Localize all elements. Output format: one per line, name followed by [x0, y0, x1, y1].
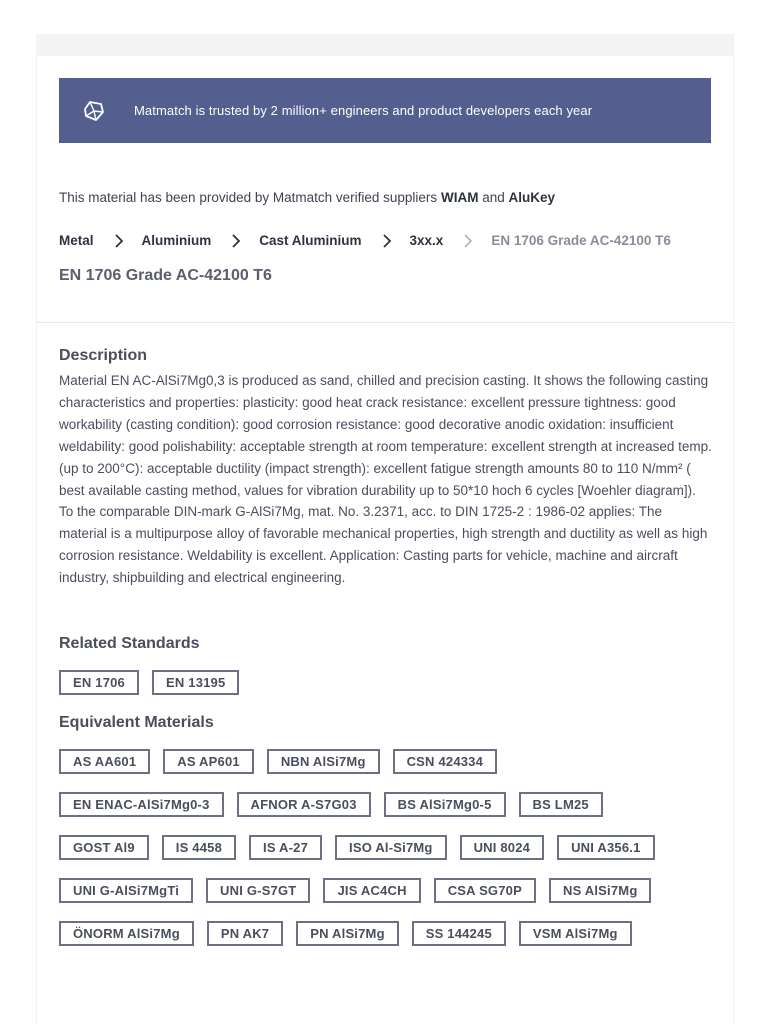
material-tag[interactable]: UNI G-AlSi7MgTi — [59, 878, 193, 903]
top-bar — [36, 34, 734, 56]
tag-row — [59, 749, 719, 774]
material-tag[interactable]: BS LM25 — [519, 792, 603, 817]
equivalent-materials-heading: Equivalent Materials — [59, 714, 214, 731]
material-tag[interactable]: PN AlSi7Mg — [296, 921, 398, 946]
banner-text: Matmatch is trusted by 2 million+ engineers and product developers each year — [134, 103, 593, 118]
material-tag[interactable]: BS AlSi7Mg0-5 — [384, 792, 506, 817]
supplier-and: and — [482, 190, 505, 205]
material-tag[interactable]: IS A-27 — [249, 835, 322, 860]
tag-row — [59, 878, 719, 903]
chevron-right-icon — [463, 234, 473, 248]
matmatch-logo-icon — [83, 100, 105, 122]
description-heading: Description — [59, 347, 148, 364]
material-tag[interactable]: AS AA601 — [59, 749, 150, 774]
material-tag[interactable]: ISO Al-Si7Mg — [335, 835, 447, 860]
supplier-info — [59, 190, 555, 205]
material-tag[interactable]: VSM AlSi7Mg — [519, 921, 632, 946]
material-tag[interactable]: NBN AlSi7Mg — [267, 749, 380, 774]
tag-row — [59, 792, 719, 817]
material-tag[interactable]: EN ENAC-AlSi7Mg0-3 — [59, 792, 224, 817]
breadcrumb — [59, 233, 671, 248]
related-standards-list — [59, 670, 719, 713]
tag-row — [59, 835, 719, 860]
material-tag[interactable]: CSN 424334 — [393, 749, 497, 774]
description-text: Material EN AC-AlSi7Mg0,3 is produced as sand, chilled and precision casting. It shows the following casting characteristics and properties: plasticity: good heat crack resistance: excellent pressure tightness: good workability (casting condition): good corrosion resistance: good decorative anodic oxidation: insufficient weldability: good polishability: acceptable strength at room temperature: excellent strength at increased temp. (up to 200°C): acceptable ductility (impact strength): excellent fatigue strength amounts 80 to 110 N/mm² ( best available casting method, values for vibration durability up to 50*10 hoch 6 cycles [Woehler diagram]). To the comparable DIN-mark G-AlSi7Mg, mat. No. 3.2371, acc. to DIN 1725-2 : 1986-02 applies: The material is a multipurpose alloy of favorable mechanical properties, high strength and ductility as well as high corrosion resistance. Weldability is excellent. Application: Casting parts for vehicle, machine and aircraft industry, shipbuilding and electrical engineering. — [59, 373, 712, 586]
material-tag[interactable]: AS AP601 — [163, 749, 254, 774]
supplier-link-alukey[interactable]: AluKey — [508, 190, 556, 205]
supplier-link-wiam[interactable]: WIAM — [440, 190, 479, 205]
related-standards-heading: Related Standards — [59, 635, 200, 652]
breadcrumb-metal[interactable]: Metal — [59, 233, 94, 248]
chevron-right-icon — [114, 234, 124, 248]
breadcrumb-cast-aluminium[interactable]: Cast Aluminium — [259, 233, 362, 248]
breadcrumb-current: EN 1706 Grade AC-42100 T6 — [491, 233, 671, 248]
page-title: EN 1706 Grade AC-42100 T6 — [59, 267, 272, 284]
chevron-right-icon — [231, 234, 241, 248]
divider — [36, 322, 734, 323]
material-tag[interactable]: NS AlSi7Mg — [549, 878, 651, 903]
supplier-prefix: This material has been provided by Matmatch verified suppliers — [59, 190, 438, 205]
breadcrumb-3xx[interactable]: 3xx.x — [409, 233, 444, 248]
material-tag[interactable]: IS 4458 — [162, 835, 236, 860]
material-tag[interactable]: CSA SG70P — [434, 878, 536, 903]
material-tag[interactable]: SS 144245 — [412, 921, 506, 946]
material-tag[interactable]: UNI G-S7GT — [206, 878, 310, 903]
standard-tag[interactable]: EN 13195 — [152, 670, 239, 695]
equivalent-materials-list — [59, 749, 719, 964]
material-tag[interactable]: UNI A356.1 — [557, 835, 654, 860]
breadcrumb-aluminium[interactable]: Aluminium — [141, 233, 212, 248]
material-tag[interactable]: GOST Al9 — [59, 835, 149, 860]
standard-tag[interactable]: EN 1706 — [59, 670, 139, 695]
material-tag[interactable]: PN AK7 — [207, 921, 283, 946]
material-tag[interactable]: ÖNORM AlSi7Mg — [59, 921, 194, 946]
tag-row — [59, 921, 719, 946]
material-tag[interactable]: JIS AC4CH — [323, 878, 420, 903]
material-tag[interactable]: UNI 8024 — [460, 835, 545, 860]
material-tag[interactable]: AFNOR A-S7G03 — [237, 792, 371, 817]
trust-banner — [59, 78, 711, 143]
chevron-right-icon — [382, 234, 392, 248]
